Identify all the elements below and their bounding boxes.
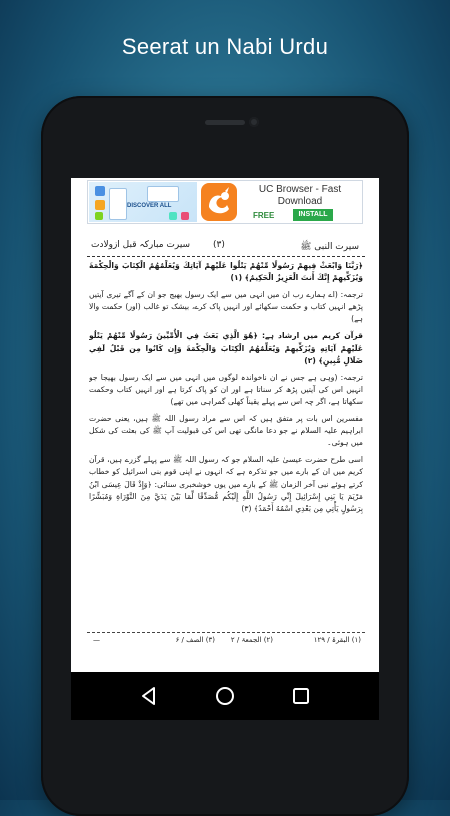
header-divider xyxy=(87,256,365,257)
ad-app-name: UC Browser - Fast Download xyxy=(258,184,342,207)
recent-apps-square-icon[interactable] xyxy=(289,684,313,708)
page-body-text xyxy=(89,260,363,630)
uc-browser-logo-icon xyxy=(201,183,237,221)
back-triangle-icon[interactable] xyxy=(137,684,161,708)
ad-screenshot-image xyxy=(89,182,197,222)
footnote-divider xyxy=(87,632,365,633)
phone-frame xyxy=(41,96,409,816)
footnote: — xyxy=(93,636,100,644)
page-header-book-title: سیرت النبی ﷺ xyxy=(300,242,359,252)
book-page xyxy=(87,238,365,658)
footnotes xyxy=(87,636,365,650)
page-header xyxy=(87,238,365,256)
ad-install-button[interactable]: INSTALL xyxy=(293,209,333,221)
promo-title: Seerat un Nabi Urdu xyxy=(121,34,329,59)
footnote: (۲) الجمعۃ / ۲ xyxy=(230,636,273,644)
page-number: (۳) xyxy=(213,240,225,250)
commentary-paragraph: مفسرین اس بات پر متفق ہیں کہ اس سے مراد رسول اللہ ﷺ ہیں، یعنی حضرت ابراہیم علیہ السلام نے جو دعا مانگی تھی اس کی قبولیت آپ ﷺ کی بعثت کی شکل میں ہوئی۔ xyxy=(89,414,363,448)
page-header-chapter-title: سیرت مبارکہ قبل ازولادت xyxy=(91,240,191,250)
home-circle-icon[interactable] xyxy=(213,684,237,708)
app-screen xyxy=(71,178,379,672)
ad-discover-text: DISCOVER ALL xyxy=(127,203,172,209)
phone-speaker xyxy=(205,120,245,125)
ad-price: FREE xyxy=(253,211,275,220)
android-navigation-bar xyxy=(71,672,379,720)
quran-verse: قرآن کریم میں ارشاد ہے: ﴿هُوَ الَّذِي بَعَثَ فِي الْأُمِّيِّينَ رَسُولًا مِّنْهُمْ يَتْلُو عَلَيْهِمْ آيَاتِهِ وَيُزَكِّيهِمْ وَيُعَلِّمُهُمُ الْكِتَابَ وَالْحِكْمَةَ وَإِن كَانُوا مِن قَبْلُ لَفِي ضَلَالٍ مُّبِينٍ﴾ (۲) xyxy=(89,331,363,365)
translation-paragraph: ترجمہ: (اے ہمارے رب ان میں انہی میں سے ایک رسول بھیج جو ان کے آگے تیری آیتیں پڑھے انہیں کتاب و حکمت سکھائے اور انہیں پاک کرے، بیشک تو غالب (اور) حکمت والا ہے) xyxy=(89,290,363,324)
ad-banner[interactable] xyxy=(87,180,363,224)
commentary-paragraph: اسی طرح حضرت عیسیٰ علیہ السلام جو کہ رسول اللہ ﷺ سے پہلے گزرے ہیں، قرآن کریم میں ان کے بارے میں جو تذکرہ ہے کہ انہوں نے اپنی قوم بنی اسرائیل کو خطاب کرتے ہوئے نبی آخر الزمان ﷺ کے بارے میں یوں خوشخبری سنائی: ﴿وَإِذْ قَالَ عِيسَى ابْنُ مَرْيَمَ يَا بَنِي إِسْرَائِيلَ إِنِّي رَسُولُ اللَّهِ إِلَيْكُم مُّصَدِّقًا لِّمَا بَيْنَ يَدَيَّ مِنَ التَّوْرَاةِ وَمُبَشِّرًا بِرَسُولٍ يَأْتِي مِن بَعْدِي اسْمُهُ أَحْمَدُ﴾ (۳) xyxy=(89,455,363,513)
translation-paragraph: ترجمہ: (وہی ہے جس نے ان ناخواندہ لوگوں میں انہی میں سے ایک رسول بھیجا جو انہیں اس کی آیتیں پڑھ کر سناتا ہے اور ان کو پاک کرتا ہے اور انہیں کتاب وحکمت سکھاتا ہے، اگر چہ اس سے پہلے یقیناً کھلی گمراہی میں تھے) xyxy=(89,372,363,406)
footnote: (۱) البقرۃ / ۱۲۹ xyxy=(313,636,361,644)
footnote: (۳) الصف / ۶ xyxy=(175,636,215,644)
phone-camera xyxy=(249,117,259,127)
quran-verse: ﴿رَبَّنَا وَابْعَثْ فِيهِمْ رَسُولًا مِّنْهُمْ يَتْلُوا عَلَيْهِمْ آيَاتِكَ وَيُعَلِّمُهُمُ الْكِتَابَ وَالْحِكْمَةَ وَيُزَكِّيهِمْ إِنَّكَ أَنتَ الْعَزِيزُ الْحَكِيمُ﴾ (۱) xyxy=(89,261,363,283)
